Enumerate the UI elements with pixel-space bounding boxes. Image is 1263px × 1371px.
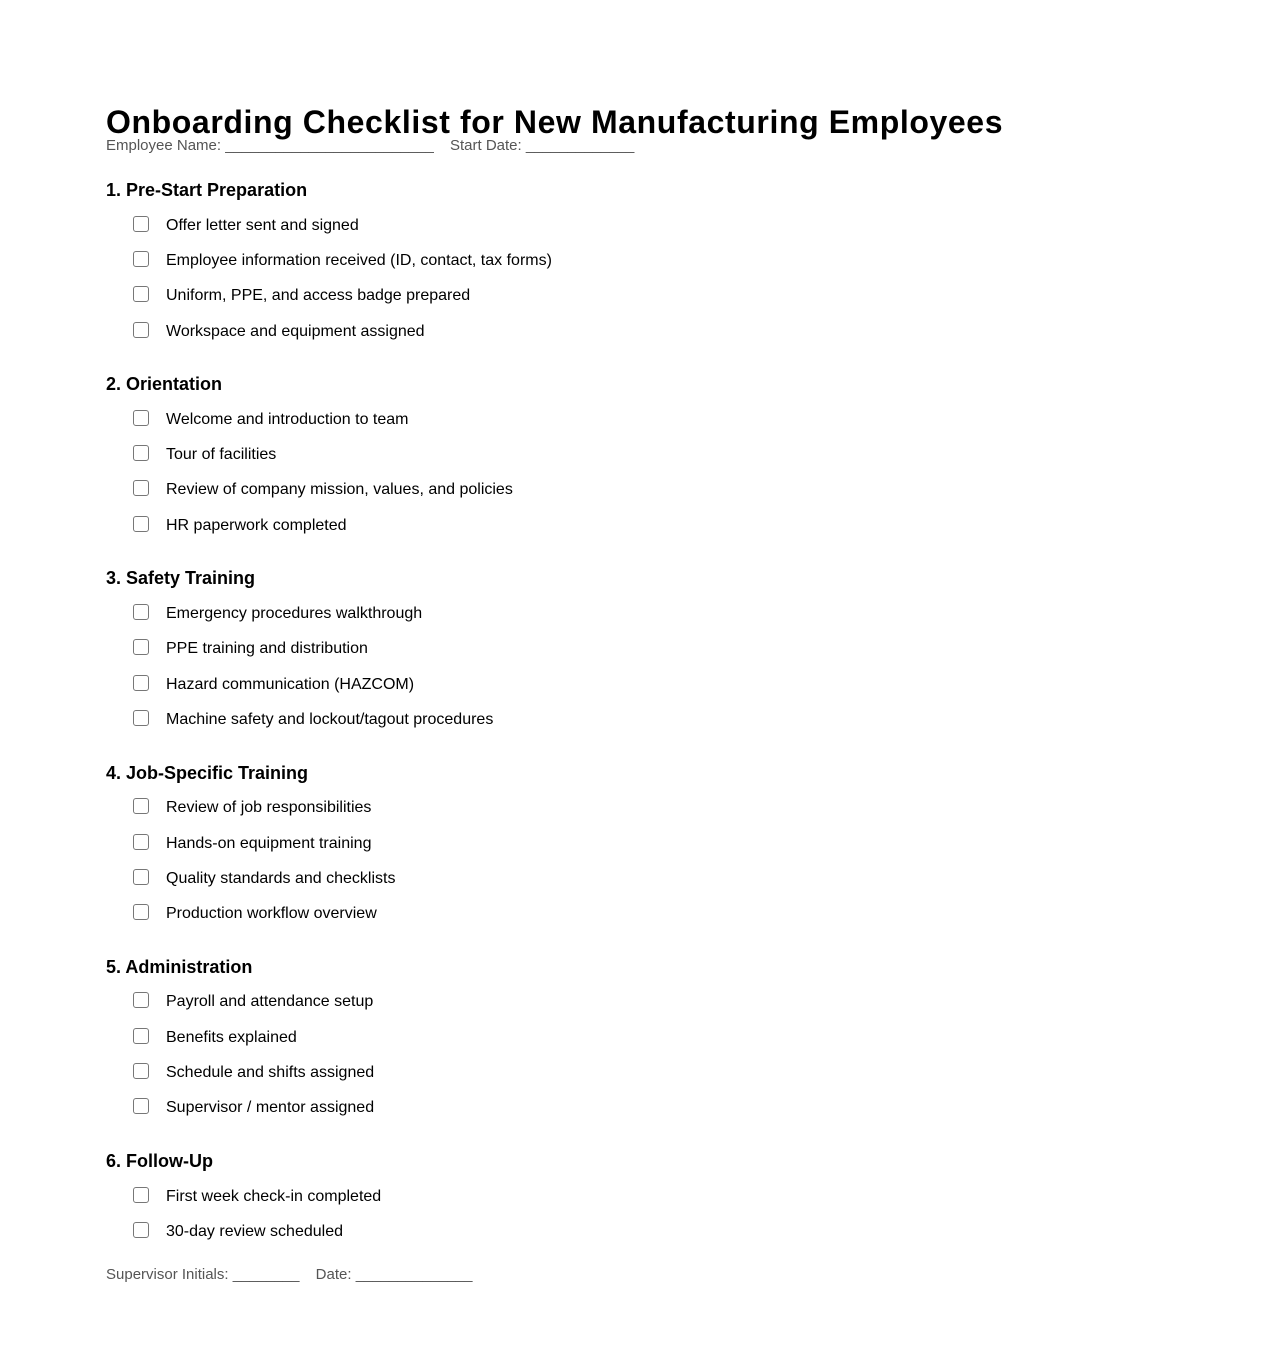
checklist-item[interactable] [106, 1091, 1003, 1126]
checklist-checkbox[interactable] [133, 798, 149, 814]
checklist-items [106, 402, 1003, 543]
checklist-item[interactable] [106, 279, 1003, 314]
checklist-checkbox[interactable] [133, 286, 149, 302]
checklist-item-label[interactable]: Schedule and shifts assigned [166, 1063, 375, 1081]
employee-name-label: Employee Name: [106, 137, 222, 154]
checklist-checkbox[interactable] [133, 516, 149, 532]
checklist-item[interactable] [106, 702, 1003, 737]
checklist-sections [106, 178, 1003, 1250]
checklist-checkbox[interactable] [133, 834, 149, 850]
checklist-checkbox[interactable] [133, 904, 149, 920]
checklist-item[interactable] [106, 791, 1003, 826]
checklist-checkbox[interactable] [133, 869, 149, 885]
section-heading: 6. Follow-Up [106, 1150, 213, 1171]
start-date-label: Start Date: [449, 137, 522, 154]
checklist-checkbox[interactable] [133, 445, 149, 461]
checklist-checkbox[interactable] [133, 1222, 149, 1238]
checklist-item[interactable] [106, 1020, 1003, 1055]
section-heading: 5. Administration [106, 956, 253, 977]
checklist-item-label[interactable]: Hands-on equipment training [166, 834, 372, 852]
checklist-item[interactable] [106, 1179, 1003, 1214]
checklist-item[interactable] [106, 896, 1003, 931]
checklist-item[interactable] [106, 314, 1003, 349]
checklist-checkbox[interactable] [133, 322, 149, 338]
section-heading: 3. Safety Training [106, 568, 256, 589]
checklist-item-label[interactable]: Production workflow overview [166, 905, 377, 923]
checklist-checkbox[interactable] [133, 480, 149, 496]
date-field[interactable]: ______________ [355, 1265, 473, 1283]
checklist-item-label[interactable]: Quality standards and checklists [166, 869, 396, 887]
checklist-section [106, 566, 1003, 737]
checklist-item[interactable] [106, 826, 1003, 861]
checklist-item-label[interactable]: Benefits explained [166, 1028, 297, 1046]
checklist-section [106, 1149, 1003, 1250]
checklist-checkbox[interactable] [133, 410, 149, 426]
checklist-item-label[interactable]: First week check-in completed [166, 1187, 382, 1205]
checklist-document [106, 103, 1003, 1283]
checklist-checkbox[interactable] [133, 1063, 149, 1079]
checklist-item-label[interactable]: PPE training and distribution [166, 640, 368, 658]
checklist-section [106, 178, 1003, 349]
checklist-item[interactable] [106, 1055, 1003, 1090]
supervisor-initials-label: Supervisor Initials: [106, 1265, 229, 1283]
checklist-item[interactable] [106, 985, 1003, 1020]
checklist-checkbox[interactable] [133, 1028, 149, 1044]
checklist-checkbox[interactable] [133, 1187, 149, 1203]
signoff-line [106, 1266, 1003, 1283]
checklist-item[interactable] [106, 632, 1003, 667]
checklist-checkbox[interactable] [133, 675, 149, 691]
checklist-section [106, 761, 1003, 932]
checklist-items [106, 791, 1003, 932]
checklist-item[interactable] [106, 402, 1003, 437]
checklist-item[interactable] [106, 508, 1003, 543]
checklist-checkbox[interactable] [133, 710, 149, 726]
checklist-item-label[interactable]: Employee information received (ID, contact, tax forms) [166, 251, 552, 269]
checklist-items [106, 985, 1003, 1126]
checklist-item-label[interactable]: Emergency procedures walkthrough [166, 605, 423, 623]
checklist-item[interactable] [106, 596, 1003, 631]
checklist-item-label[interactable]: Welcome and introduction to team [166, 410, 409, 428]
checklist-item-label[interactable]: Offer letter sent and signed [166, 216, 359, 234]
start-date-field[interactable]: _____________ [525, 137, 635, 154]
checklist-item[interactable] [106, 208, 1003, 243]
section-heading: 1. Pre-Start Preparation [106, 180, 308, 200]
supervisor-initials-field[interactable]: ________ [232, 1265, 300, 1283]
date-label: Date: [315, 1265, 352, 1283]
checklist-item[interactable] [106, 473, 1003, 508]
section-heading: 2. Orientation [106, 374, 223, 395]
checklist-item-label[interactable]: Review of job responsibilities [166, 799, 372, 817]
checklist-checkbox[interactable] [133, 639, 149, 655]
checklist-items [106, 596, 1003, 737]
checklist-item-label[interactable]: Hazard communication (HAZCOM) [166, 675, 415, 693]
checklist-item[interactable] [106, 861, 1003, 896]
checklist-checkbox[interactable] [133, 216, 149, 232]
checklist-item-label[interactable]: Machine safety and lockout/tagout procedures [166, 710, 494, 728]
checklist-item-label[interactable]: 30-day review scheduled [166, 1222, 343, 1240]
checklist-item-label[interactable]: Supervisor / mentor assigned [166, 1099, 375, 1117]
checklist-checkbox[interactable] [133, 251, 149, 267]
checklist-item[interactable] [106, 437, 1003, 472]
checklist-section [106, 372, 1003, 543]
checklist-section [106, 955, 1003, 1126]
checklist-checkbox[interactable] [133, 1098, 149, 1114]
checklist-item[interactable] [106, 667, 1003, 702]
page-title: Onboarding Checklist for New Manufacturing Employees [106, 104, 1004, 140]
checklist-item-label[interactable]: Uniform, PPE, and access badge prepared [166, 287, 471, 305]
checklist-item[interactable] [106, 1214, 1003, 1249]
checklist-item-label[interactable]: HR paperwork completed [166, 516, 347, 534]
checklist-item[interactable] [106, 243, 1003, 278]
checklist-items [106, 208, 1003, 349]
checklist-item-label[interactable]: Workspace and equipment assigned [166, 322, 425, 340]
checklist-item-label[interactable]: Payroll and attendance setup [166, 993, 374, 1011]
section-heading: 4. Job-Specific Training [106, 762, 309, 783]
checklist-item-label[interactable]: Review of company mission, values, and policies [166, 481, 513, 499]
employee-name-field[interactable]: _________________________ [225, 137, 434, 154]
checklist-items [106, 1179, 1003, 1250]
checklist-item-label[interactable]: Tour of facilities [166, 446, 277, 464]
checklist-checkbox[interactable] [133, 992, 149, 1008]
checklist-checkbox[interactable] [133, 604, 149, 620]
